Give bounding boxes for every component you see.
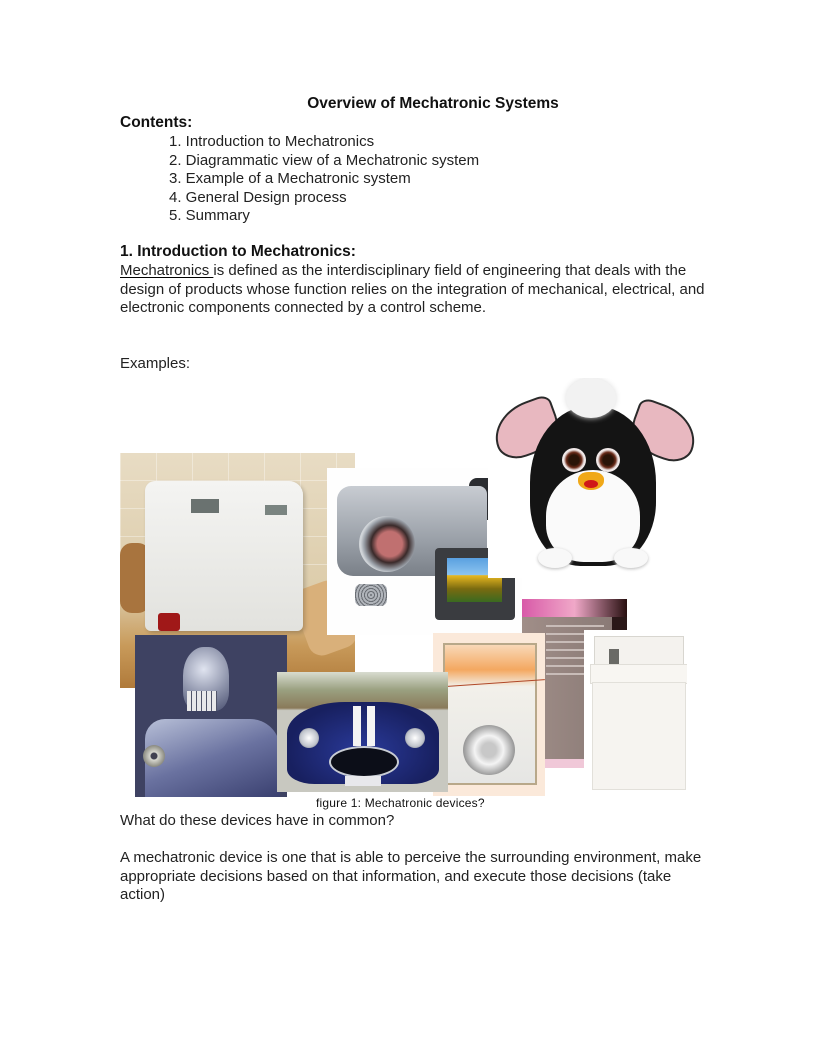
page-title: Overview of Mechatronic Systems: [307, 95, 559, 112]
toc-item: 4. General Design process: [169, 188, 347, 206]
robot-endoskeleton-image: [135, 635, 287, 797]
toc-item: 2. Diagrammatic view of a Mechatronic system: [169, 151, 480, 169]
toc-item: 1. Introduction to Mechatronics: [169, 133, 375, 150]
furnace-cutaway-image: [433, 633, 545, 796]
question-text: What do these devices have in common?: [120, 812, 395, 829]
definition-paragraph: [120, 262, 720, 318]
figure-caption: figure 1: Mechatronic devices?: [316, 796, 485, 810]
sports-car-image: [277, 672, 448, 792]
underlined-term: Mechatronics: [120, 262, 214, 279]
contents-heading: Contents:: [120, 114, 193, 131]
examples-label: Examples:: [120, 355, 191, 372]
toc-item: 5. Summary: [169, 207, 250, 225]
answer-paragraph: A mechatronic device is one that is able to perceive the surrounding environment, make appropriate decisions based on that information, and execute those decisions (take action): [120, 849, 702, 904]
definition-text: is defined as the interdisciplinary field of engineering that deals with the design of products whose function relies on the integration of mechanical, electrical, and electronic components connected by a control scheme.: [120, 262, 705, 317]
toc-item: 3. Example of a Mechatronic system: [169, 170, 411, 188]
furby-toy-image: [488, 378, 698, 578]
table-of-contents: [169, 133, 479, 226]
section-heading: 1. Introduction to Mechatronics:: [120, 243, 356, 260]
washing-machine-image: [584, 630, 687, 792]
